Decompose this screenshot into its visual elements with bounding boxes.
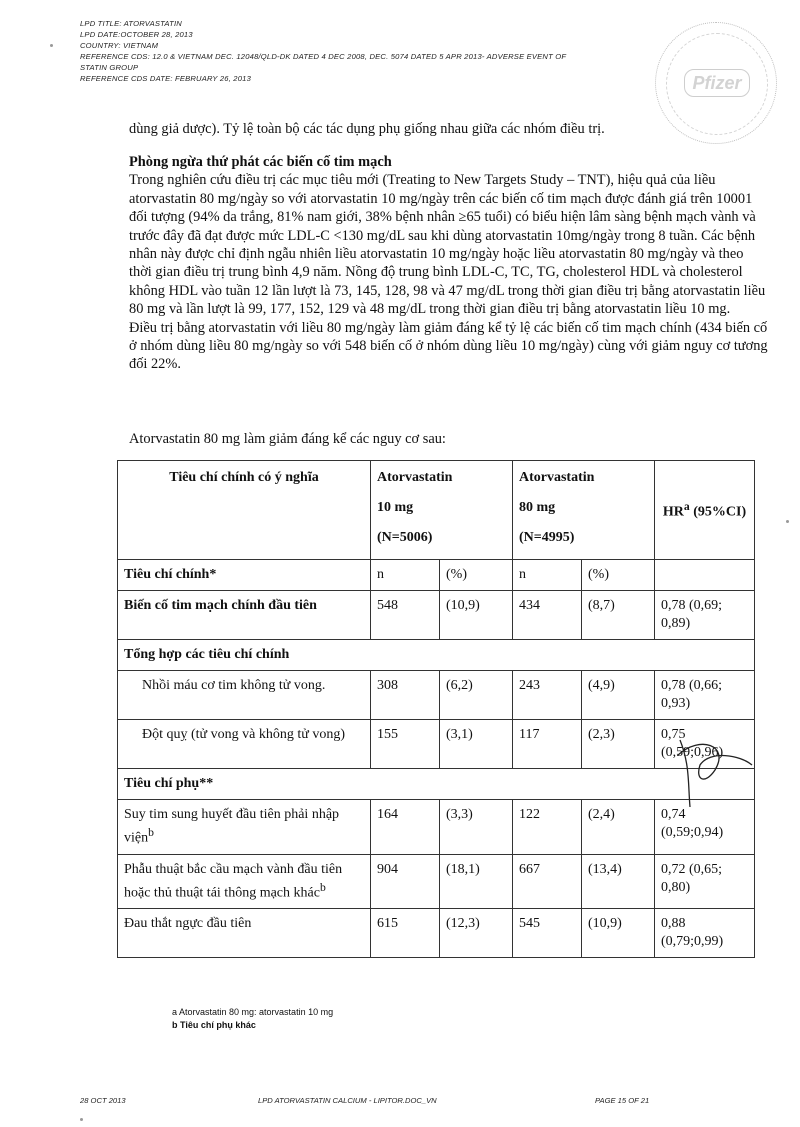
row-label: Suy tim sung huyết đầu tiên phải nhập viện bbox=[124, 807, 340, 846]
table-row bbox=[118, 591, 755, 640]
cell-n2: 434 bbox=[513, 591, 582, 640]
handwritten-signature bbox=[660, 725, 760, 815]
row-label-cell bbox=[118, 854, 371, 909]
row-label: Đau thắt ngực đầu tiên bbox=[118, 909, 371, 958]
header-group-10mg bbox=[371, 461, 513, 560]
secondary-prevention-section bbox=[129, 153, 769, 374]
row-label: Nhồi máu cơ tim không tử vong. bbox=[118, 671, 371, 720]
table-row bbox=[118, 671, 755, 720]
intro-line: dùng giả dược). Tỷ lệ toàn bộ các tác dụng phụ giống nhau giữa các nhóm điều trị. bbox=[129, 121, 605, 137]
footer-date: 28 OCT 2013 bbox=[80, 1096, 126, 1105]
header-line: LPD DATE:OCTOBER 28, 2013 bbox=[80, 30, 193, 39]
composite-label: Tổng hợp các tiêu chí chính bbox=[118, 640, 755, 671]
cell-n1: 615 bbox=[371, 909, 440, 958]
scan-speck bbox=[50, 44, 53, 47]
table-row bbox=[118, 560, 755, 591]
cell-n1: 308 bbox=[371, 671, 440, 720]
footnotes bbox=[172, 1006, 333, 1032]
header-line: LPD TITLE: ATORVASTATIN bbox=[80, 19, 182, 28]
cell-p2: (10,9) bbox=[582, 909, 655, 958]
cell-n1: 164 bbox=[371, 800, 440, 855]
cell-p1: (3,1) bbox=[440, 720, 513, 769]
primary-label: Tiêu chí chính* bbox=[118, 560, 371, 591]
header-g1-name: Atorvastatin bbox=[377, 470, 453, 485]
footer-page: PAGE 15 OF 21 bbox=[595, 1096, 650, 1105]
cell-hr: 0,75 (0,59;0,96) bbox=[655, 720, 755, 769]
col-pct: (%) bbox=[440, 560, 513, 591]
document-header bbox=[80, 18, 720, 84]
cell-p2: (2,3) bbox=[582, 720, 655, 769]
secondary-label: Tiêu chí phụ** bbox=[118, 769, 755, 800]
stamp-logo: Pfizer bbox=[684, 69, 750, 97]
row-label-cell bbox=[118, 800, 371, 855]
table-intro: Atorvastatin 80 mg làm giảm đáng kể các nguy cơ sau: bbox=[129, 431, 446, 447]
header-line: STATIN GROUP bbox=[80, 63, 139, 72]
footnote-a: a Atorvastatin 80 mg: atorvastatin 10 mg bbox=[172, 1007, 334, 1017]
cell-n2: 667 bbox=[513, 854, 582, 909]
cell-hr: 0,88 (0,79;0,99) bbox=[655, 909, 755, 958]
row-label: Biến cố tim mạch chính đầu tiên bbox=[118, 591, 371, 640]
col-n: n bbox=[371, 560, 440, 591]
cell-n2: 122 bbox=[513, 800, 582, 855]
table-row bbox=[118, 800, 755, 855]
cell-hr: 0,78 (0,66; 0,93) bbox=[655, 671, 755, 720]
cell-n2: 545 bbox=[513, 909, 582, 958]
cell-n1: 155 bbox=[371, 720, 440, 769]
header-g2-n: (N=4995) bbox=[519, 530, 575, 545]
row-label: Phẫu thuật bắc cầu mạch vành đầu tiên hoặc thủ thuật tái thông mạch khác bbox=[124, 861, 343, 901]
cell-hr: 0,78 (0,69; 0,89) bbox=[655, 591, 755, 640]
cell-n1: 548 bbox=[371, 591, 440, 640]
row-label: Đột quỵ (tử vong và không tử vong) bbox=[118, 720, 371, 769]
cell-p1: (3,3) bbox=[440, 800, 513, 855]
header-line: REFERENCE CDS DATE: FEBRUARY 26, 2013 bbox=[80, 74, 251, 83]
header-hr bbox=[655, 461, 755, 560]
table-row bbox=[118, 909, 755, 958]
section-title: Phòng ngừa thứ phát các biến cố tim mạch bbox=[129, 154, 392, 170]
header-g1-dose: 10 mg bbox=[377, 500, 414, 515]
footer-doc: LPD ATORVASTATIN CALCIUM - LIPITOR.DOC_VN bbox=[258, 1096, 437, 1105]
header-line: COUNTRY: VIETNAM bbox=[80, 41, 159, 50]
header-group-80mg bbox=[513, 461, 655, 560]
header-endpoint: Tiêu chí chính có ý nghĩa bbox=[118, 461, 371, 560]
cell-hr: 0,72 (0,65; 0,80) bbox=[655, 854, 755, 909]
cell-n1: 904 bbox=[371, 854, 440, 909]
scan-speck bbox=[80, 1118, 83, 1121]
cell-p2: (13,4) bbox=[582, 854, 655, 909]
cell-p2: (4,9) bbox=[582, 671, 655, 720]
table-row bbox=[118, 640, 755, 671]
cell-n2: 243 bbox=[513, 671, 582, 720]
cell-p1: (10,9) bbox=[440, 591, 513, 640]
header-g1-n: (N=5006) bbox=[377, 530, 433, 545]
table-header-row bbox=[118, 461, 755, 560]
cell-p1: (12,3) bbox=[440, 909, 513, 958]
results-table bbox=[117, 460, 755, 958]
empty-cell bbox=[655, 560, 755, 591]
cell-p1: (18,1) bbox=[440, 854, 513, 909]
row-sup: b bbox=[148, 826, 154, 839]
table-row bbox=[118, 854, 755, 909]
table-row bbox=[118, 769, 755, 800]
header-g2-name: Atorvastatin bbox=[519, 470, 595, 485]
cell-hr: 0,74 (0,59;0,94) bbox=[655, 800, 755, 855]
header-hr-ci: (95%CI) bbox=[689, 504, 747, 520]
footnote-b: b Tiêu chí phụ khác bbox=[172, 1020, 256, 1030]
cell-p2: (8,7) bbox=[582, 591, 655, 640]
section-paragraph-2: Điều trị bằng atorvastatin với liều 80 mg/ngày làm giảm đáng kể tỷ lệ các biến cố tim mạch chính (434 biến cố ở nhóm dùng liều 80 mg/ngày so với 548 biến cố ở nhóm dùng liều 10 mg/ngày) cùng với giảm nguy cơ tương đối 22%. bbox=[129, 319, 768, 373]
table-row bbox=[118, 720, 755, 769]
cell-n2: 117 bbox=[513, 720, 582, 769]
header-hr-label: HR bbox=[662, 504, 684, 520]
cell-p2: (2,4) bbox=[582, 800, 655, 855]
header-line: REFERENCE CDS: 12.0 & VIETNAM DEC. 12048/QLD-DK DATED 4 DEC 2008, DEC. 5074 DATED 5 APR 2013- ADVERSE EVENT OF bbox=[80, 52, 567, 61]
header-hr-sup: a bbox=[683, 500, 690, 514]
col-n: n bbox=[513, 560, 582, 591]
col-pct: (%) bbox=[582, 560, 655, 591]
section-paragraph-1: Trong nghiên cứu điều trị các mục tiêu mới (Treating to New Targets Study – TNT), hiệu quả của liều atorvastatin 80 mg/ngày so với atorvastatin 10 mg/ngày trên các biến cố tim mạch được đánh giá trên 10001 đối tượng (94% da trắng, 81% nam giới, 38% bệnh nhân ≥65 tuổi) có biểu hiện lâm sàng bệnh mạch vành và trước đây đã đạt được mức LDL-C <130 mg/dL sau khi dùng atorvastatin 10mg/ngày trong 8 tuần. Các bệnh nhân này được chỉ định ngẫu nhiên liều atorvastatin 10 mg/ngày hoặc liều atorvastatin 80 mg/ngày và theo thời gian điều trị trung bình 4,9 năm. Nồng độ trung bình LDL-C, TC, TG, cholesterol HDL và cholesterol không HDL vào tuần 12 lần lượt là 73, 145, 128, 98 và 47 mg/dL trong thời gian điều trị bằng atorvastatin liều 80 mg và lần lượt là 99, 177, 152, 129 và 48 mg/dL trong thời gian điều trị bằng atorvastatin liều 10 mg. bbox=[129, 172, 766, 318]
row-sup: b bbox=[319, 880, 326, 894]
cell-p1: (6,2) bbox=[440, 671, 513, 720]
scan-speck bbox=[786, 520, 789, 523]
header-g2-dose: 80 mg bbox=[519, 500, 556, 515]
